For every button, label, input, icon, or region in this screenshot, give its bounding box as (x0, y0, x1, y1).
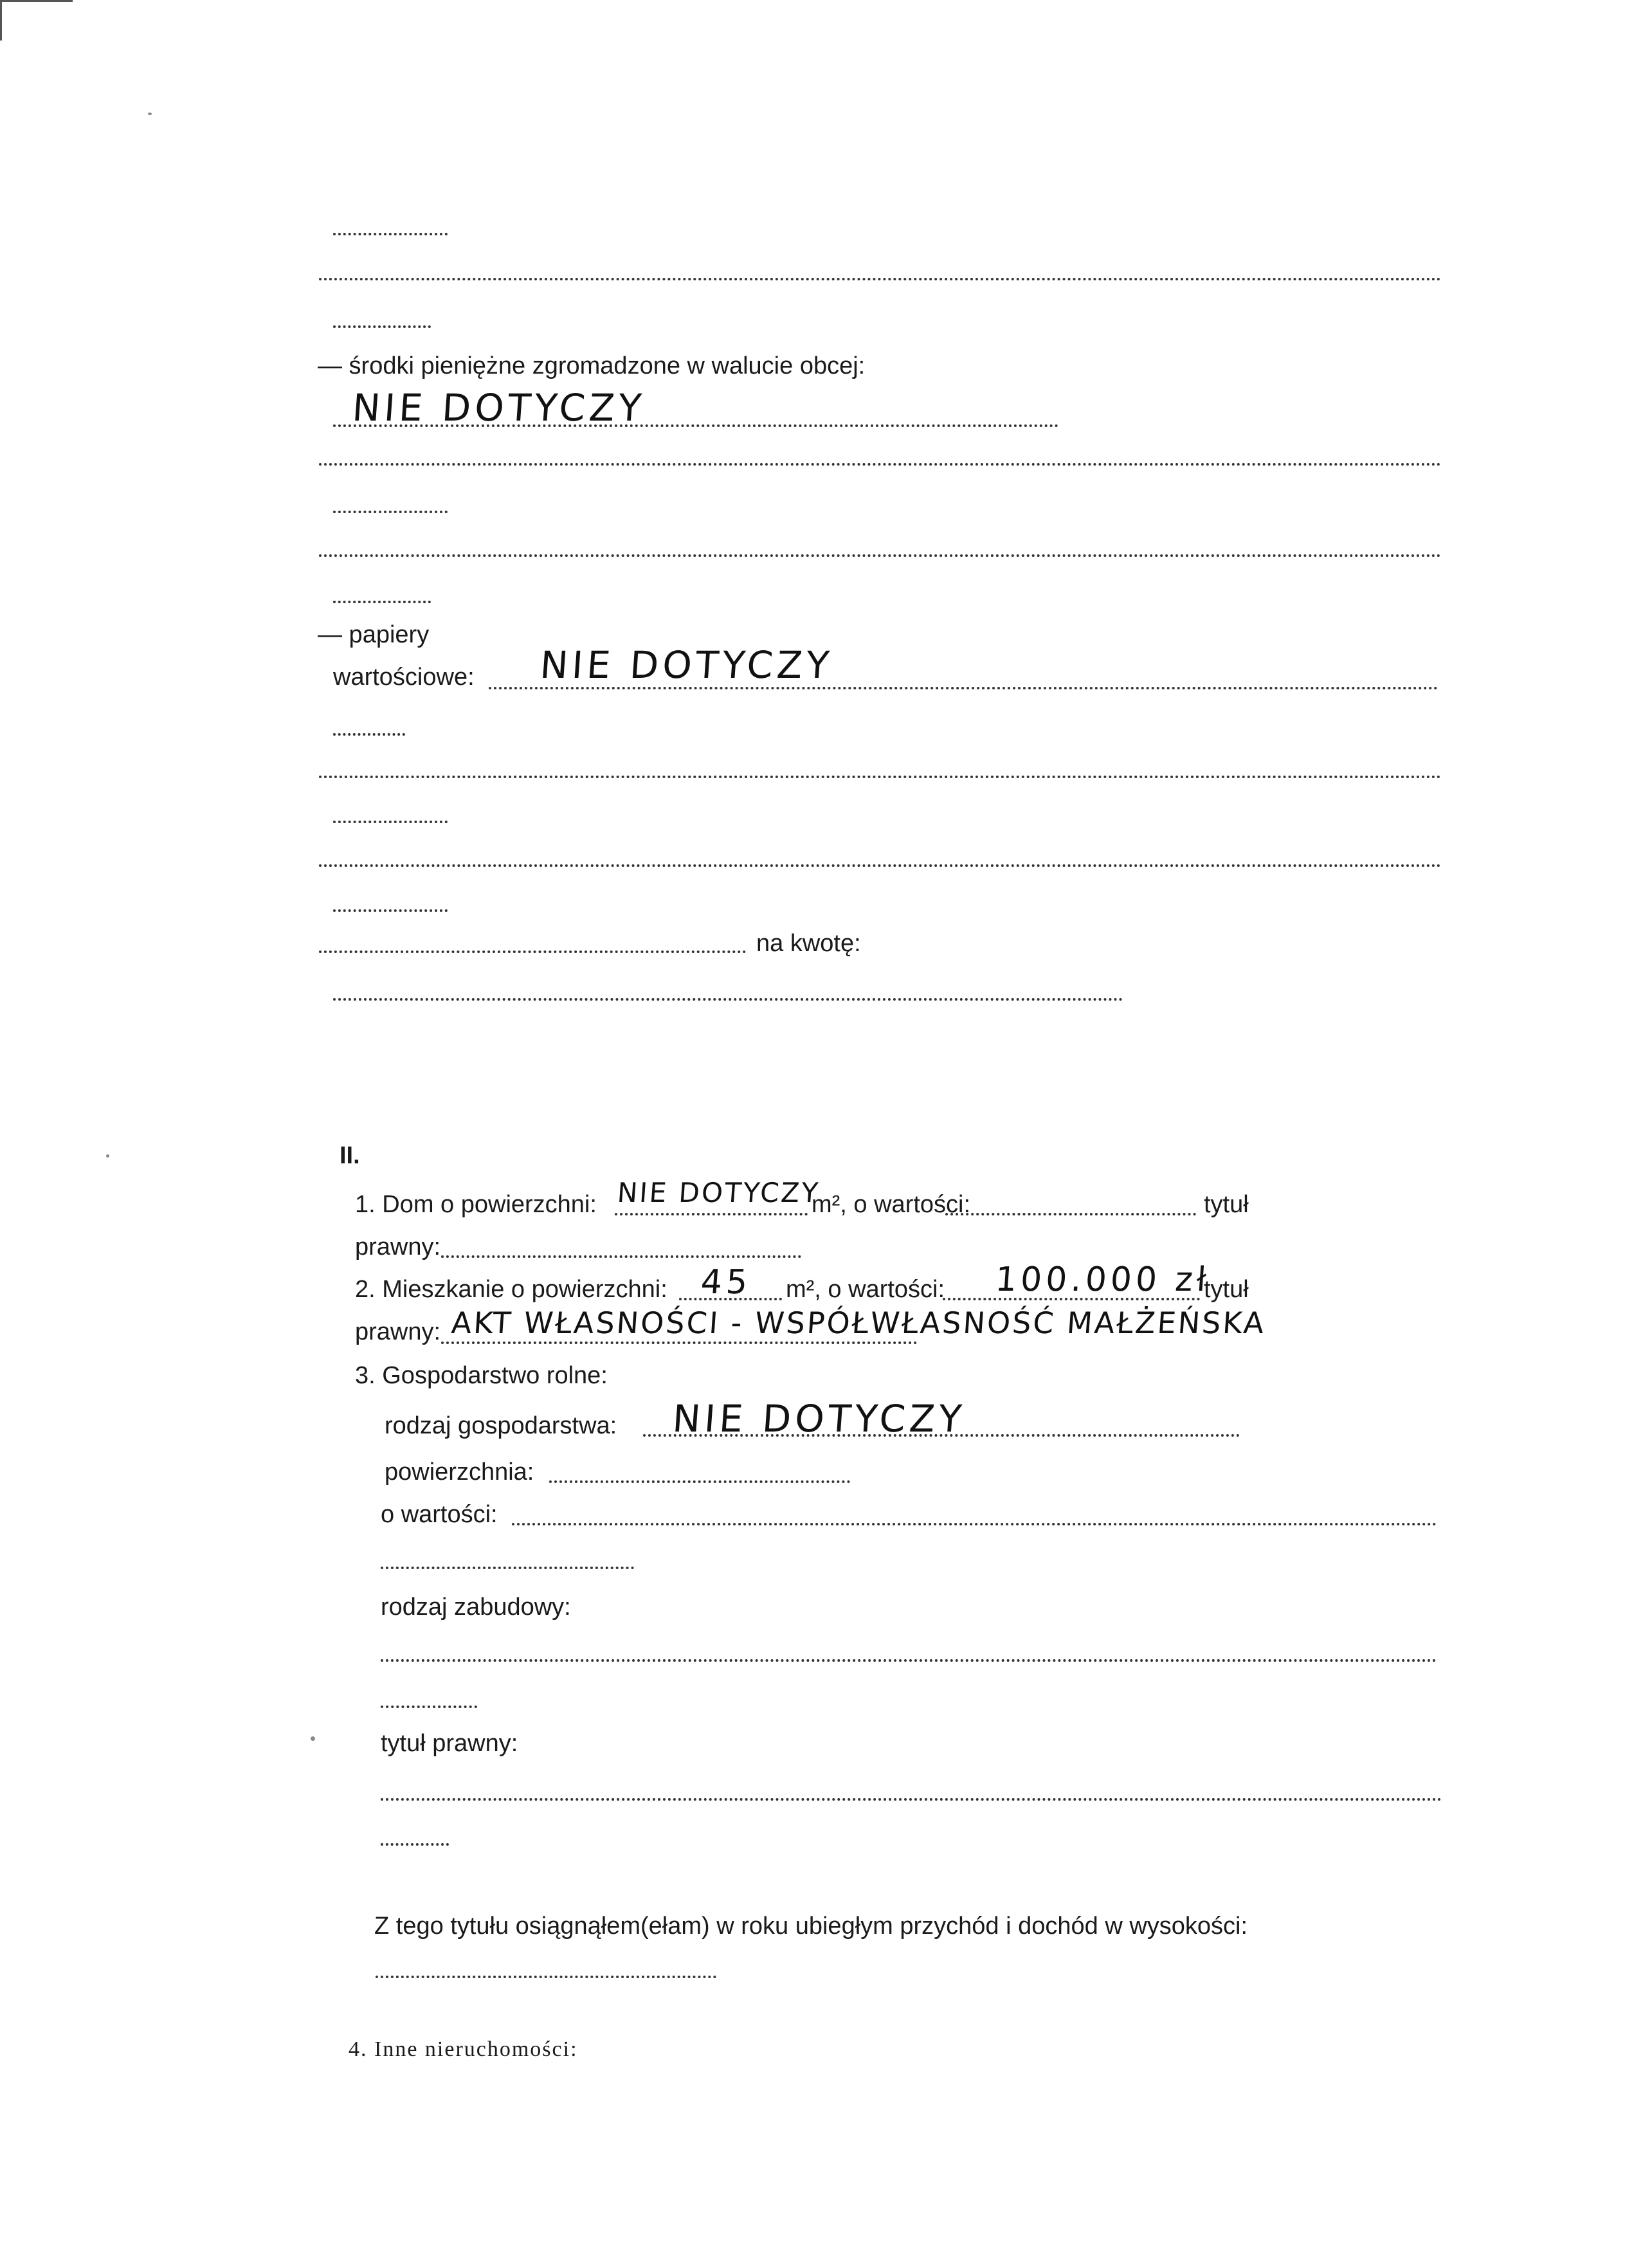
dotted-line (333, 601, 431, 603)
house-unit-value-label: m², o wartości: (812, 1191, 971, 1218)
amount-prefix-field[interactable] (319, 951, 746, 953)
scan-edge-mark (0, 0, 73, 41)
dotted-line (333, 909, 448, 912)
scan-speck (148, 113, 152, 115)
dotted-line (319, 463, 1441, 466)
farm-area-label: powierzchnia: (385, 1459, 534, 1486)
flat-legal-handwritten-value: AKT WŁASNOŚCI - WSPÓŁWŁASNOŚĆ MAŁŻEŃSKA (450, 1305, 1267, 1340)
foreign-currency-handwritten-value: NIE DOTYCZY (350, 386, 647, 430)
flat-value-field[interactable] (943, 1298, 1200, 1300)
flat-value-handwritten: 100.000 zł (994, 1260, 1212, 1299)
flat-title-label: tytuł (1204, 1276, 1249, 1303)
farm-title-label: tytuł prawny: (381, 1730, 518, 1757)
foreign-currency-field[interactable] (333, 424, 1058, 427)
dotted-line (319, 864, 1441, 867)
dotted-line (333, 325, 431, 328)
flat-legal-field[interactable] (441, 1342, 917, 1344)
farm-type-label: rodzaj gospodarstwa: (385, 1412, 617, 1439)
house-area-handwritten-value: NIE DOTYCZY (616, 1177, 821, 1208)
dotted-line (333, 821, 448, 823)
section-ii-heading: II. (340, 1142, 360, 1169)
farm-building-label: rodzaj zabudowy: (381, 1594, 571, 1621)
farm-label: 3. Gospodarstwo rolne: (355, 1362, 608, 1389)
amount-label: na kwotę: (756, 930, 861, 957)
securities-handwritten-value: NIE DOTYCZY (538, 643, 835, 687)
farm-building-field[interactable] (381, 1659, 1437, 1662)
house-label: 1. Dom o powierzchni: (355, 1191, 597, 1218)
farm-value-field-continuation[interactable] (381, 1567, 634, 1569)
income-label: Z tego tytułu osiągnąłem(ełam) w roku ubiegłym przychód i dochód w wysokości: (374, 1913, 1248, 1940)
flat-unit-value-label: m², o wartości: (786, 1276, 945, 1303)
dotted-line (333, 511, 448, 513)
scan-speck (311, 1736, 315, 1741)
scan-speck (106, 1154, 109, 1158)
farm-area-field[interactable] (549, 1480, 850, 1483)
flat-legal-label: prawny: (355, 1318, 441, 1345)
income-field[interactable] (376, 1976, 716, 1978)
flat-label: 2. Mieszkanie o powierzchni: (355, 1276, 667, 1303)
farm-type-field[interactable] (643, 1434, 1240, 1437)
flat-area-handwritten-value: 45 (699, 1263, 753, 1302)
farm-type-handwritten-value: NIE DOTYCZY (671, 1397, 967, 1441)
amount-field[interactable] (333, 998, 1123, 1001)
house-legal-field[interactable] (441, 1255, 801, 1258)
dotted-line (319, 776, 1441, 778)
house-legal-label: prawny: (355, 1233, 441, 1260)
securities-label-line2: wartościowe: (333, 664, 475, 691)
house-title-label: tytuł (1204, 1191, 1249, 1218)
dotted-line (319, 278, 1441, 280)
farm-value-field[interactable] (512, 1523, 1437, 1525)
dotted-line (333, 733, 405, 736)
house-area-field[interactable] (615, 1213, 808, 1215)
dotted-line (319, 554, 1441, 557)
farm-title-field-continuation[interactable] (381, 1843, 449, 1846)
farm-title-field[interactable] (381, 1798, 1442, 1801)
flat-area-field[interactable] (679, 1298, 782, 1300)
farm-value-label: o wartości: (381, 1501, 498, 1528)
house-value-field[interactable] (945, 1213, 1196, 1215)
securities-label-line1: — papiery (318, 621, 430, 648)
other-property-label: 4. Inne nieruchomości: (349, 2037, 578, 2061)
farm-building-field-continuation[interactable] (381, 1706, 477, 1708)
dotted-line (333, 233, 448, 235)
securities-field[interactable] (489, 687, 1438, 689)
foreign-currency-label: — środki pieniężne zgromadzone w walucie obcej: (318, 352, 866, 379)
